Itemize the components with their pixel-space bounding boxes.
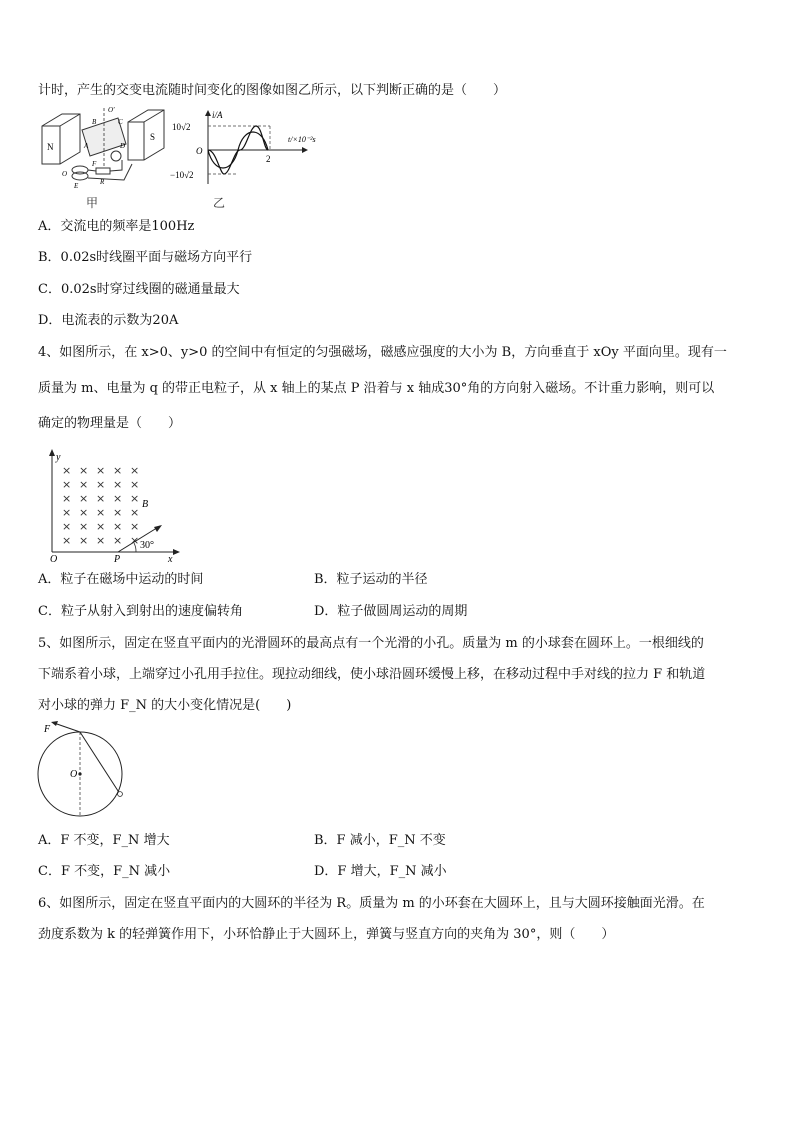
field-cross-mark: × <box>79 464 89 477</box>
svg-text:y: y <box>56 452 61 463</box>
q6-stem-line2: 劲度系数为 k 的轻弹簧作用下，小环恰静止于大圆环上，弹簧与竖直方向的夹角为 30°，则（ ） <box>38 927 615 942</box>
field-cross-mark: × <box>62 492 72 505</box>
field-cross-mark: × <box>96 520 106 533</box>
q4-stem-line2: 质量为 m、电量为 q 的带正电粒子，从 x 轴上的某点 P 沿着与 x 轴成30°角的方向射入磁场。不计重力影响，则可以 <box>38 381 715 396</box>
q3-current-graph <box>170 108 340 188</box>
q4-option-d[interactable]: D．粒子做圆周运动的周期 <box>314 604 468 619</box>
svg-text:O: O <box>62 170 68 178</box>
field-cross-mark: × <box>62 520 72 533</box>
field-cross-mark: × <box>79 506 89 519</box>
svg-text:B: B <box>142 499 149 510</box>
field-cross-mark: × <box>130 478 140 491</box>
field-cross-mark: × <box>130 520 140 533</box>
field-cross-mark: × <box>96 506 106 519</box>
q5-option-c[interactable]: C．F 不变，F_N 减小 <box>38 864 171 879</box>
q3-stem: 计时，产生的交变电流随时间变化的图像如图乙所示，以下判断正确的是（ ） <box>38 83 507 98</box>
q4-option-b[interactable]: B．粒子运动的半径 <box>314 572 428 587</box>
svg-text:F: F <box>44 724 51 735</box>
field-cross-mark: × <box>79 492 89 505</box>
field-cross-mark: × <box>113 534 123 547</box>
svg-text:O′: O′ <box>108 106 115 114</box>
field-cross-mark: × <box>96 464 106 477</box>
q5-stem-line3: 对小球的弹力 F_N 的大小变化情况是( ) <box>38 698 292 713</box>
q5-stem-line1: 5、如图所示，固定在竖直平面内的光滑圆环的最高点有一个光滑的小孔。质量为 m 的小球套在圆环上。一根细线的 <box>38 636 704 651</box>
svg-text:D: D <box>120 142 126 150</box>
svg-text:O: O <box>70 769 78 780</box>
svg-text:2: 2 <box>266 154 271 164</box>
field-cross-mark: × <box>96 492 106 505</box>
field-cross-mark: × <box>113 464 123 477</box>
q4-stem-line1: 4、如图所示，在 x>0、y>0 的空间中有恒定的匀强磁场，磁感应强度的大小为 B，方向垂直于 xOy 平面向里。现有一 <box>38 345 727 360</box>
svg-text:O: O <box>196 146 203 156</box>
svg-text:t/×10⁻²s: t/×10⁻²s <box>288 135 316 144</box>
field-cross-mark: × <box>113 478 123 491</box>
q3-option-a[interactable]: A．交流电的频率是100Hz <box>38 219 195 234</box>
svg-text:E: E <box>74 182 79 188</box>
q5-option-a[interactable]: A．F 不变，F_N 增大 <box>38 833 170 848</box>
q3-option-b[interactable]: B．0.02s时线圈平面与磁场方向平行 <box>38 250 253 265</box>
svg-text:−10√2: −10√2 <box>170 170 194 180</box>
field-cross-mark: × <box>130 492 140 505</box>
svg-text:10√2: 10√2 <box>172 122 191 132</box>
svg-text:F: F <box>92 160 97 168</box>
field-cross-mark: × <box>113 520 123 533</box>
field-cross-mark: × <box>62 534 72 547</box>
q5-ring-figure <box>36 720 132 820</box>
field-cross-mark: × <box>130 464 140 477</box>
field-cross-mark: × <box>79 534 89 547</box>
q3-generator-figure <box>40 104 170 188</box>
field-cross-mark: × <box>62 506 72 519</box>
field-cross-mark: × <box>113 492 123 505</box>
field-cross-mark: × <box>96 478 106 491</box>
q4-magnetic-field-figure <box>44 448 184 564</box>
q4-option-c[interactable]: C．粒子从射入到射出的速度偏转角 <box>38 604 243 619</box>
svg-text:x: x <box>168 554 173 564</box>
field-cross-mark: × <box>96 534 106 547</box>
field-cross-mark: × <box>62 478 72 491</box>
q5-option-b[interactable]: B．F 减小，F_N 不变 <box>314 833 446 848</box>
q3-option-d[interactable]: D．电流表的示数为20A <box>38 313 179 328</box>
svg-text:S: S <box>150 132 156 142</box>
field-cross-mark: × <box>62 464 72 477</box>
q5-option-d[interactable]: D．F 增大，F_N 减小 <box>314 864 447 879</box>
q5-stem-line2: 下端系着小球，上端穿过小孔用手拉住。现拉动细线，使小球沿圆环缓慢上移，在移动过程中手对线的拉力 F 和轨道 <box>38 667 706 682</box>
q3-fig-jia-caption: 甲 <box>86 196 99 210</box>
q3-fig-yi-caption: 乙 <box>213 196 226 210</box>
svg-text:B: B <box>92 118 97 126</box>
q4-option-a[interactable]: A．粒子在磁场中运动的时间 <box>38 572 204 587</box>
field-cross-mark: × <box>79 478 89 491</box>
q6-stem-line1: 6、如图所示，固定在竖直平面内的大圆环的半径为 R。质量为 m 的小环套在大圆环上，且与大圆环接触面光滑。在 <box>38 896 705 911</box>
field-cross-mark: × <box>130 506 140 519</box>
q4-stem-line3: 确定的物理量是（ ） <box>38 416 182 431</box>
svg-text:O: O <box>50 554 58 564</box>
svg-text:P: P <box>114 554 121 564</box>
svg-text:A: A <box>84 142 89 150</box>
field-cross-mark: × <box>113 506 123 519</box>
svg-text:C: C <box>118 118 123 126</box>
svg-text:R: R <box>100 178 105 186</box>
field-cross-mark: × <box>79 520 89 533</box>
q3-option-c[interactable]: C．0.02s时穿过线圈的磁通量最大 <box>38 282 240 297</box>
svg-text:N: N <box>47 142 54 152</box>
field-cross-mark: × <box>130 534 140 547</box>
svg-text:i/A: i/A <box>212 110 223 120</box>
svg-text:30°: 30° <box>140 540 154 551</box>
